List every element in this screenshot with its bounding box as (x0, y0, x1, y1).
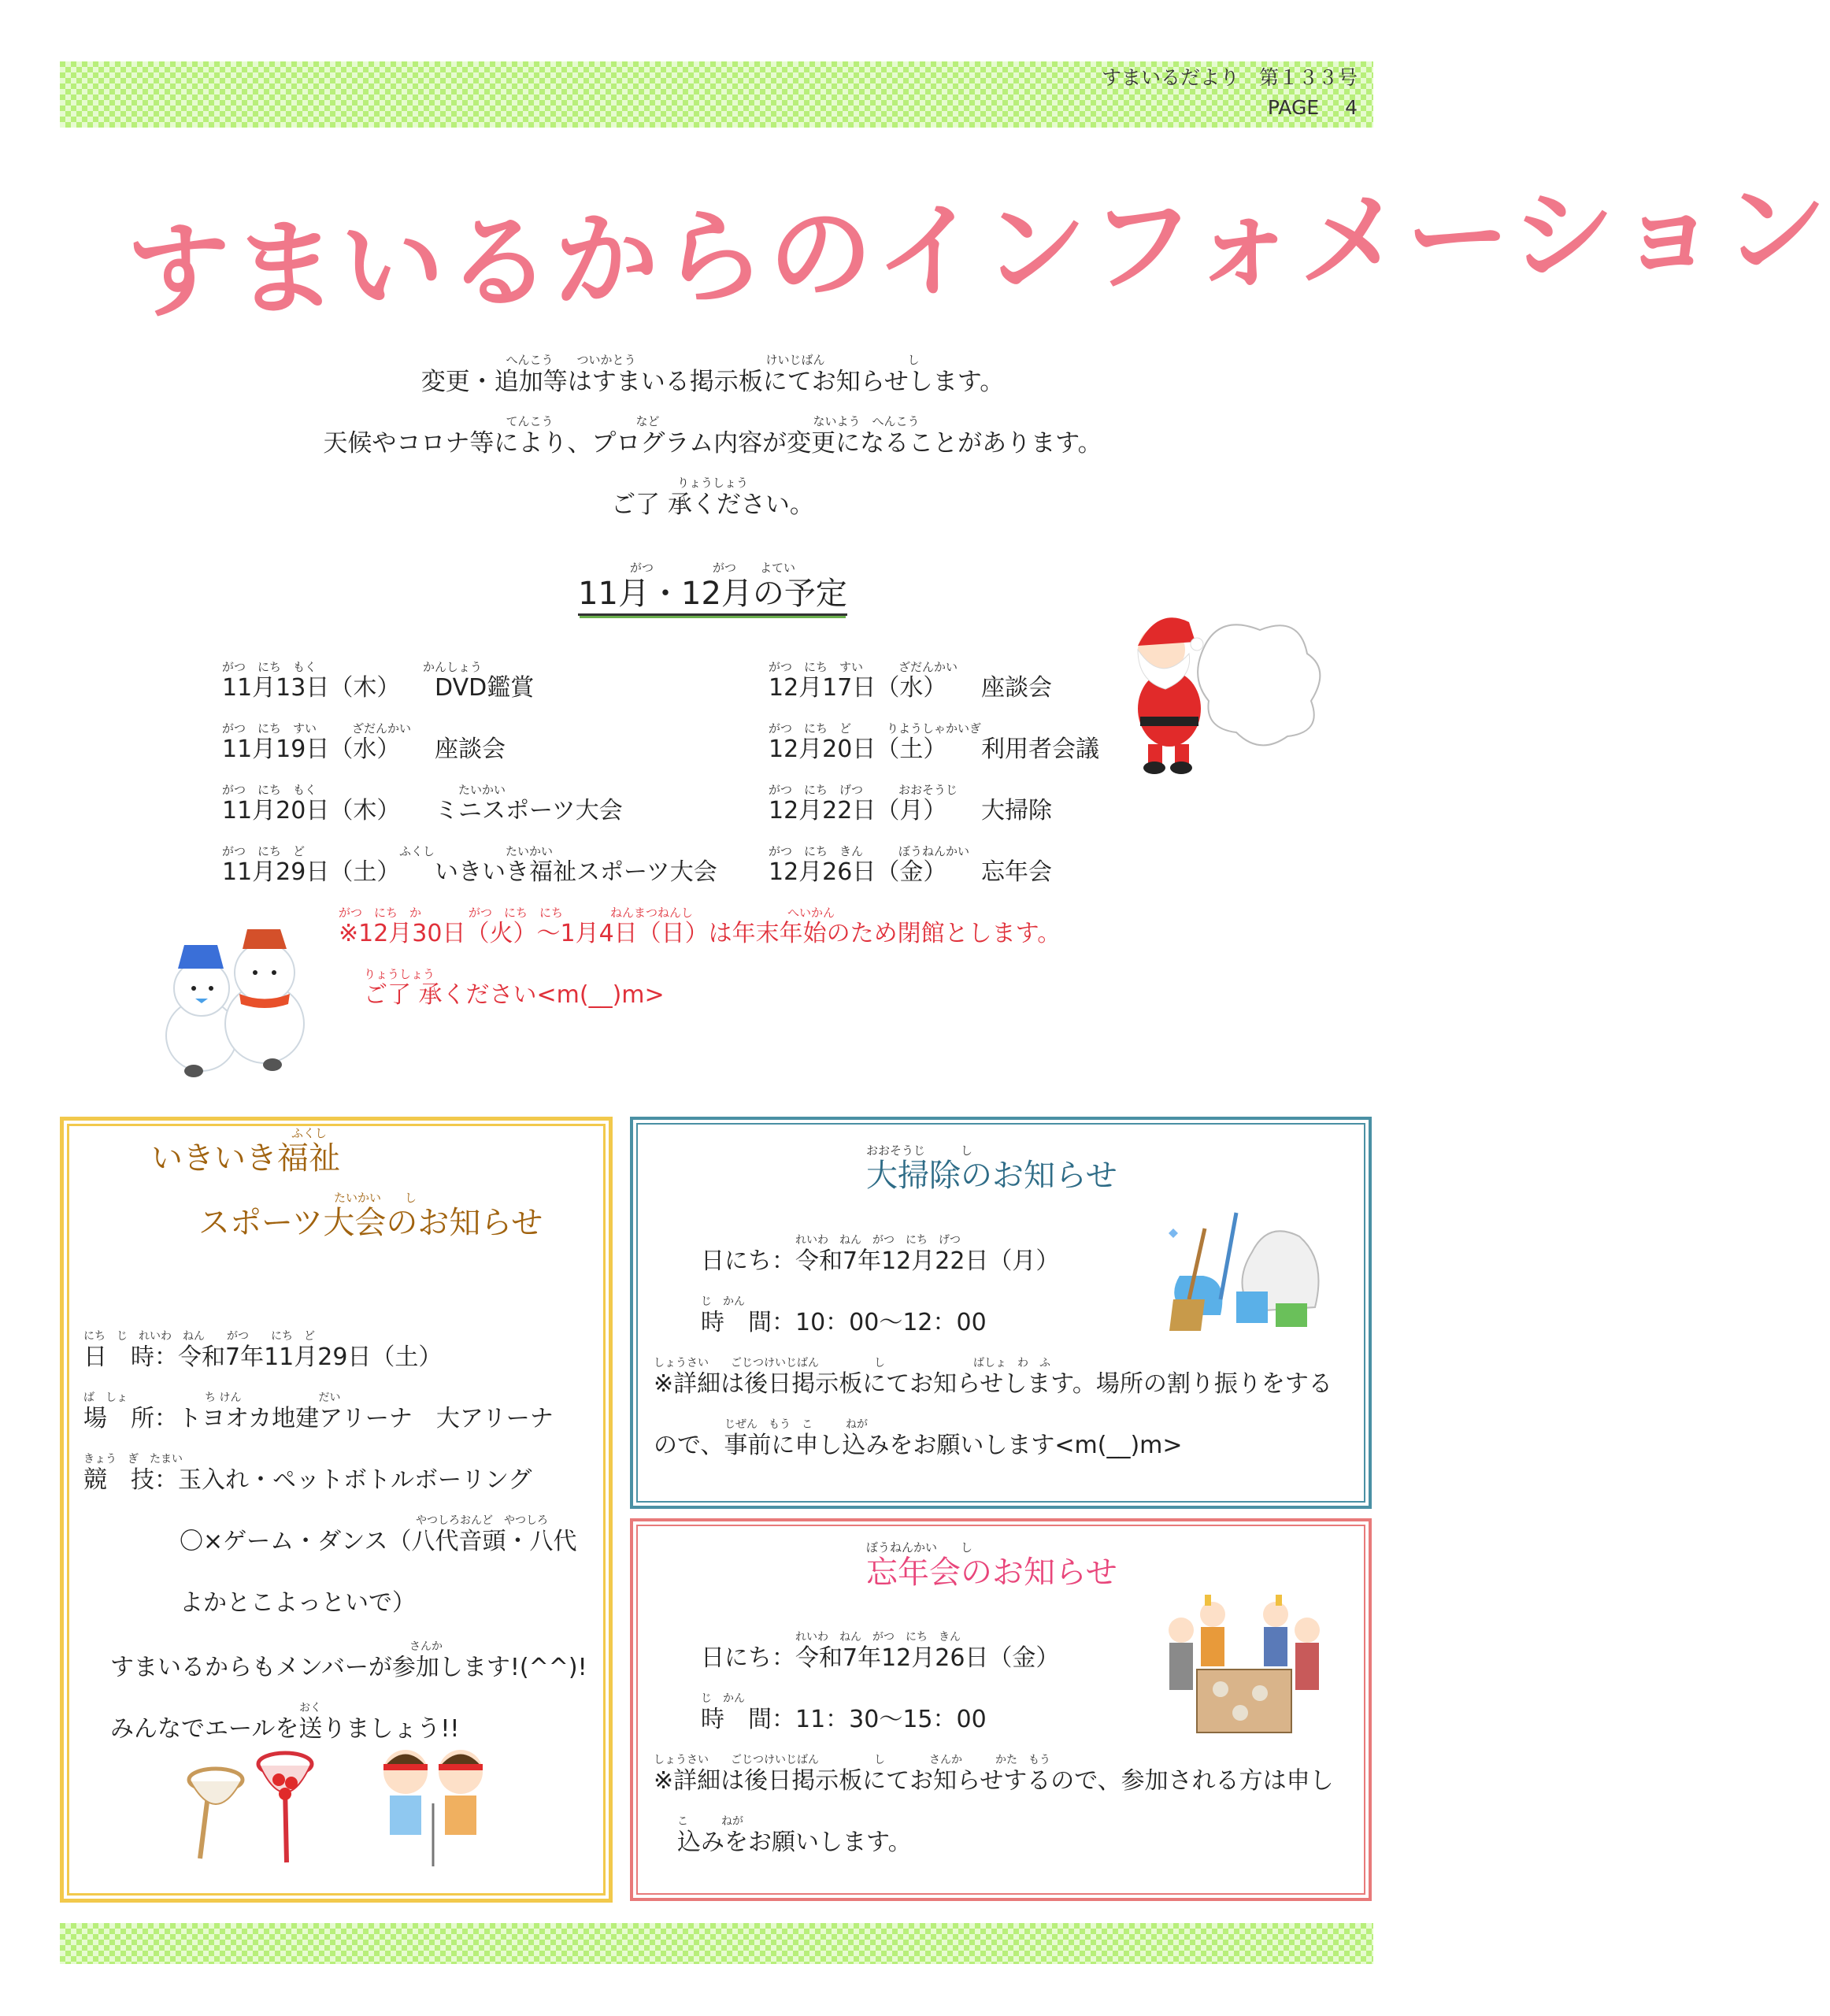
schedule-row (769, 844, 1052, 887)
ruby: がつ にち ど りようしゃかいぎ (769, 721, 982, 736)
sports-place (83, 1391, 554, 1433)
schedule-title: 11月・12月の予定 (578, 576, 847, 616)
party-note-2 (677, 1814, 912, 1857)
ruby: りょうしょう (364, 967, 435, 981)
ruby: がつ にち もく かんしょう (222, 660, 483, 674)
schedule-row (222, 844, 717, 887)
party-date-text: 日にち：令和7年12月26日（金） (701, 1644, 1060, 1672)
closure-thanks (364, 967, 665, 1010)
party-time-text: 時 間：11：30～15：00 (701, 1706, 987, 1733)
ruby: へんこう ついかとう けいじばん し (506, 353, 920, 367)
ruby (180, 1575, 416, 1589)
sports-place-text: 場 所：トヨオカ地建アリーナ 大アリーナ (83, 1405, 554, 1432)
cleaning-title-text: 大掃除のお知らせ (866, 1158, 1117, 1194)
ruby: さんか (409, 1640, 443, 1653)
schedule-row (769, 721, 1099, 764)
ruby: ぼうねんかい し (866, 1540, 973, 1555)
ruby: しょうさい ごじつけいじばん し さんか かた もう (654, 1754, 1050, 1766)
sports-title-text: いきいき福祉 (151, 1140, 340, 1177)
schedule-date: 12月20日（土） (769, 736, 947, 763)
schedule-event: 座談会 (981, 674, 1052, 702)
schedule-row (222, 660, 534, 702)
schedule-event: 忘年会 (981, 858, 1052, 886)
cleaning-date (701, 1233, 1059, 1276)
ruby: がつ にち もく たいかい (222, 783, 506, 797)
notice-text: 変更・追加等はすまいる掲示板にてお知らせします。 (420, 368, 1005, 396)
ruby: ば しょ ち けん だい (83, 1392, 341, 1404)
schedule-event: 座談会 (435, 736, 506, 763)
schedule-event: いきいき福祉スポーツ大会 (435, 858, 717, 886)
party-note-text: ※詳細は後日掲示板にてお知らせするので、参加される方は申し (654, 1767, 1334, 1795)
sports-event-text: 競 技：玉入れ・ペットボトルボーリング (83, 1466, 532, 1494)
notice-weather (0, 414, 1425, 458)
cleaning-note (654, 1356, 1332, 1399)
schedule-event: 利用者会議 (981, 736, 1099, 763)
ruby: れいわ ねん がつ にち げつ (795, 1234, 961, 1247)
schedule-row (222, 721, 506, 764)
page-title: すまいるからのインフォメーション (126, 167, 1830, 334)
cleaning-note-text: ※詳細は後日掲示板にてお知らせします。場所の割り振りをする (654, 1370, 1332, 1398)
notice-thanks (0, 476, 1425, 520)
santa-illustration (1102, 598, 1323, 780)
schedule-row (769, 660, 1052, 702)
issue-number: すまいるだより 第１３３号 (1101, 66, 1358, 89)
ruby: たいかい し (334, 1191, 417, 1205)
sports-title-text: スポーツ大会のお知らせ (198, 1205, 543, 1241)
cleaning-date-text: 日にち：令和7年12月22日（月） (701, 1247, 1060, 1275)
ruby: にち じ れいわ ねん がつ にち ど (83, 1330, 315, 1343)
closure-thanks-text: ご了 承ください<m(__)m> (364, 981, 665, 1009)
singing-kids-illustration (370, 1732, 496, 1874)
schedule-date: 11月13日（木） (222, 674, 401, 702)
bottom-decorative-band (60, 1923, 1373, 1964)
page-number: PAGE 4 (1267, 96, 1358, 119)
schedule-event: ミニスポーツ大会 (435, 797, 623, 825)
party-date (701, 1630, 1059, 1673)
notice-text: ご了 承ください。 (611, 491, 814, 519)
basket-net-illustration (169, 1732, 326, 1866)
party-illustration (1150, 1591, 1331, 1740)
ruby: じ かん (701, 1692, 745, 1705)
ruby: がつ にち げつ おおそうじ (769, 783, 958, 797)
snowman-illustration (139, 914, 328, 1087)
sports-event-2-text: 〇×ゲーム・ダンス（八代音頭・八代 (180, 1528, 577, 1555)
ruby: がつ にち きん ぼうねんかい (769, 844, 970, 858)
cleaning-time-text: 時 間：10：00～12：00 (701, 1309, 987, 1336)
ruby: おく (299, 1702, 321, 1714)
sports-cheer-text: みんなでエールを送りましょう!! (110, 1715, 460, 1743)
closure-text: ※12月30日（火）～1月4日（日）は年末年始のため閉館とします。 (339, 920, 1061, 947)
schedule-date: 11月29日（土） (222, 858, 401, 886)
ruby: しょうさい ごじつけいじばん し ばしょ わ ふ (654, 1357, 1050, 1369)
party-note (654, 1753, 1334, 1796)
ruby: じ かん (701, 1295, 745, 1308)
party-time (701, 1692, 987, 1734)
ruby: ふくし (291, 1126, 328, 1140)
notice-change (0, 353, 1425, 397)
schedule-date: 12月17日（水） (769, 674, 947, 702)
ruby: がつ にち ど ふくし たいかい (222, 844, 554, 858)
schedule-date: 11月20日（木） (222, 797, 401, 825)
sports-date (83, 1329, 442, 1372)
schedule-event: DVD鑑賞 (435, 674, 535, 702)
sports-event-3 (180, 1575, 416, 1618)
ruby: がつ にち すい ざだんかい (222, 721, 412, 736)
ruby: がつ がつ よてい (629, 561, 795, 575)
cleaning-note-2-text: ので、事前に申し込みをお願いします<m(__)m> (654, 1432, 1183, 1459)
ruby: やつしろおんど やつしろ (416, 1514, 548, 1527)
ruby: てんこう など ないよう へんこう (506, 414, 920, 428)
closure-notice (339, 906, 1061, 948)
schedule-row (222, 783, 623, 825)
ruby: こ ねが (677, 1815, 743, 1828)
party-title-text: 忘年会のお知らせ (866, 1555, 1117, 1591)
sports-event-3-text: よかとこよっといで） (180, 1589, 416, 1617)
ruby: がつ にち か がつ にち にち ねんまつねんし へいかん (339, 906, 835, 920)
ruby: おおそうじ し (866, 1143, 973, 1158)
ruby: じぜん もう こ ねが (724, 1418, 868, 1431)
cleaning-tools-illustration (1158, 1205, 1331, 1347)
ruby: りょうしょう (676, 476, 748, 490)
ruby: きょう ぎ たまい (83, 1453, 183, 1466)
schedule-date: 12月22日（月） (769, 797, 947, 825)
sports-title-2 (198, 1191, 543, 1241)
ruby: れいわ ねん がつ にち きん (795, 1631, 961, 1644)
cleaning-note-2 (654, 1418, 1183, 1460)
schedule-event: 大掃除 (981, 797, 1052, 825)
party-title (866, 1540, 1117, 1591)
cleaning-time (701, 1295, 987, 1337)
party-note-2-text: 込みをお願いします。 (677, 1829, 912, 1856)
sports-date-text: 日 時：令和7年11月29日（土） (83, 1343, 443, 1371)
ruby: がつ にち すい ざだんかい (769, 660, 958, 674)
notice-text: 天候やコロナ等により、プログラム内容が変更になることがあります。 (323, 429, 1102, 458)
cleaning-title (866, 1143, 1117, 1194)
sports-event-2 (180, 1514, 577, 1556)
schedule-row (769, 783, 1052, 825)
sports-event (83, 1452, 532, 1495)
sports-title-1 (151, 1126, 340, 1177)
schedule-date: 12月26日（金） (769, 858, 947, 886)
schedule-date: 11月19日（水） (222, 736, 401, 763)
sports-join (110, 1640, 587, 1682)
sports-join-text: すまいるからもメンバーが参加します!(^^)! (110, 1654, 587, 1681)
